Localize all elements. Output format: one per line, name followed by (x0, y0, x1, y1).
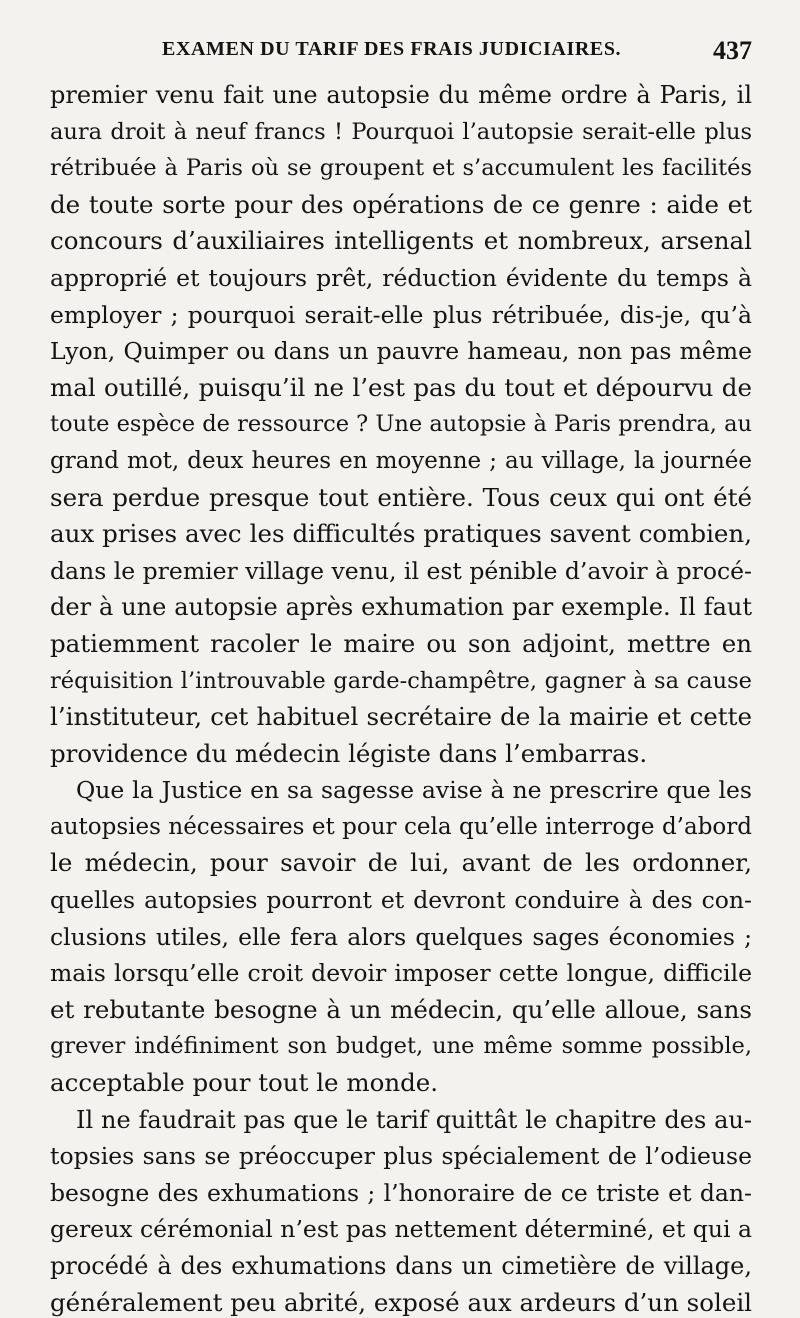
text-line: quelles autopsies pourront et devront conduire à des con- (50, 886, 752, 915)
text-line: de toute sorte pour des opérations de ce genre : aide et (50, 189, 752, 219)
text-line: acceptable pour tout le monde. (50, 1068, 439, 1098)
text-line: le médecin, pour savoir de lui, avant de les ordonner, (50, 848, 752, 878)
text-line: Lyon, Quimper ou dans un pauvre hameau, non pas même (50, 337, 752, 366)
text-line: l’instituteur, cet habituel secrétaire de la mairie et cette (50, 702, 752, 732)
text-line: topsies sans se préoccuper plus spécialement de l’odieuse (50, 1142, 752, 1171)
text-line: mal outillé, puisqu’il ne l’est pas du tout et dépourvu de (50, 372, 752, 402)
text-line: grever indéfiniment son budget, une même somme possible, (50, 1033, 752, 1060)
text-line: providence du médecin légiste dans l’embarras. (50, 738, 648, 768)
text-line: généralement peu abrité, exposé aux ardeurs d’un soleil (50, 1287, 752, 1317)
text-line: aux prises avec les difficultés pratiques savent combien, (50, 519, 752, 549)
running-title: EXAMEN DU TARIF DES FRAIS JUDICIAIRES. (162, 38, 622, 60)
body-text (50, 77, 752, 1318)
text-line: mais lorsqu’elle croit devoir imposer cette longue, difficile (50, 959, 752, 988)
page-header (50, 36, 752, 70)
text-line: sera perdue presque tout entière. Tous ceux qui ont été (50, 482, 752, 512)
text-line: gereux cérémonial n’est pas nettement déterminé, et qui a (50, 1215, 752, 1244)
text-line: patiemment racoler le maire ou son adjoint, mettre en (50, 628, 752, 658)
text-line: clusions utiles, elle fera alors quelques sages économies ; (50, 922, 752, 951)
text-line: procédé à des exhumations dans un cimetière de village, (50, 1252, 752, 1280)
text-line: dans le premier village venu, il est pénible d’avoir à procé- (50, 556, 752, 585)
text-line: Que la Justice en sa sagesse avise à ne prescrire que les (76, 776, 752, 805)
text-line: besogne des exhumations ; l’honoraire de ce triste et dan- (50, 1178, 752, 1207)
text-line: toute espèce de ressource ? Une autopsie à Paris prendra, au (50, 411, 752, 438)
text-line: Il ne faudrait pas que le tarif quittât le chapitre des au- (76, 1105, 752, 1134)
text-line: concours d’auxiliaires intelligents et nombreux, arsenal (50, 226, 752, 256)
text-line: et rebutante besogne à un médecin, qu’elle alloue, sans (50, 994, 752, 1024)
page-number: 437 (713, 36, 752, 65)
text-line: employer ; pourquoi serait-elle plus rétribuée, dis-je, qu’à (50, 300, 752, 329)
text-line: approprié et toujours prêt, réduction évidente du temps à (50, 263, 752, 292)
text-line: autopsies nécessaires et pour cela qu’elle interroge d’abord (50, 813, 752, 840)
text-line: grand mot, deux heures en moyenne ; au village, la journée (50, 447, 752, 474)
text-line: der à une autopsie après exhumation par exemple. Il faut (50, 593, 752, 622)
text-line: rétribuée à Paris où se groupent et s’accumulent les facilités (50, 155, 752, 182)
text-line: premier venu fait une autopsie du même ordre à Paris, il (50, 81, 752, 109)
text-line: réquisition l’introuvable garde-champêtre, gagner à sa cause (50, 667, 752, 694)
text-line: aura droit à neuf francs ! Pourquoi l’autopsie serait-elle plus (50, 118, 752, 145)
